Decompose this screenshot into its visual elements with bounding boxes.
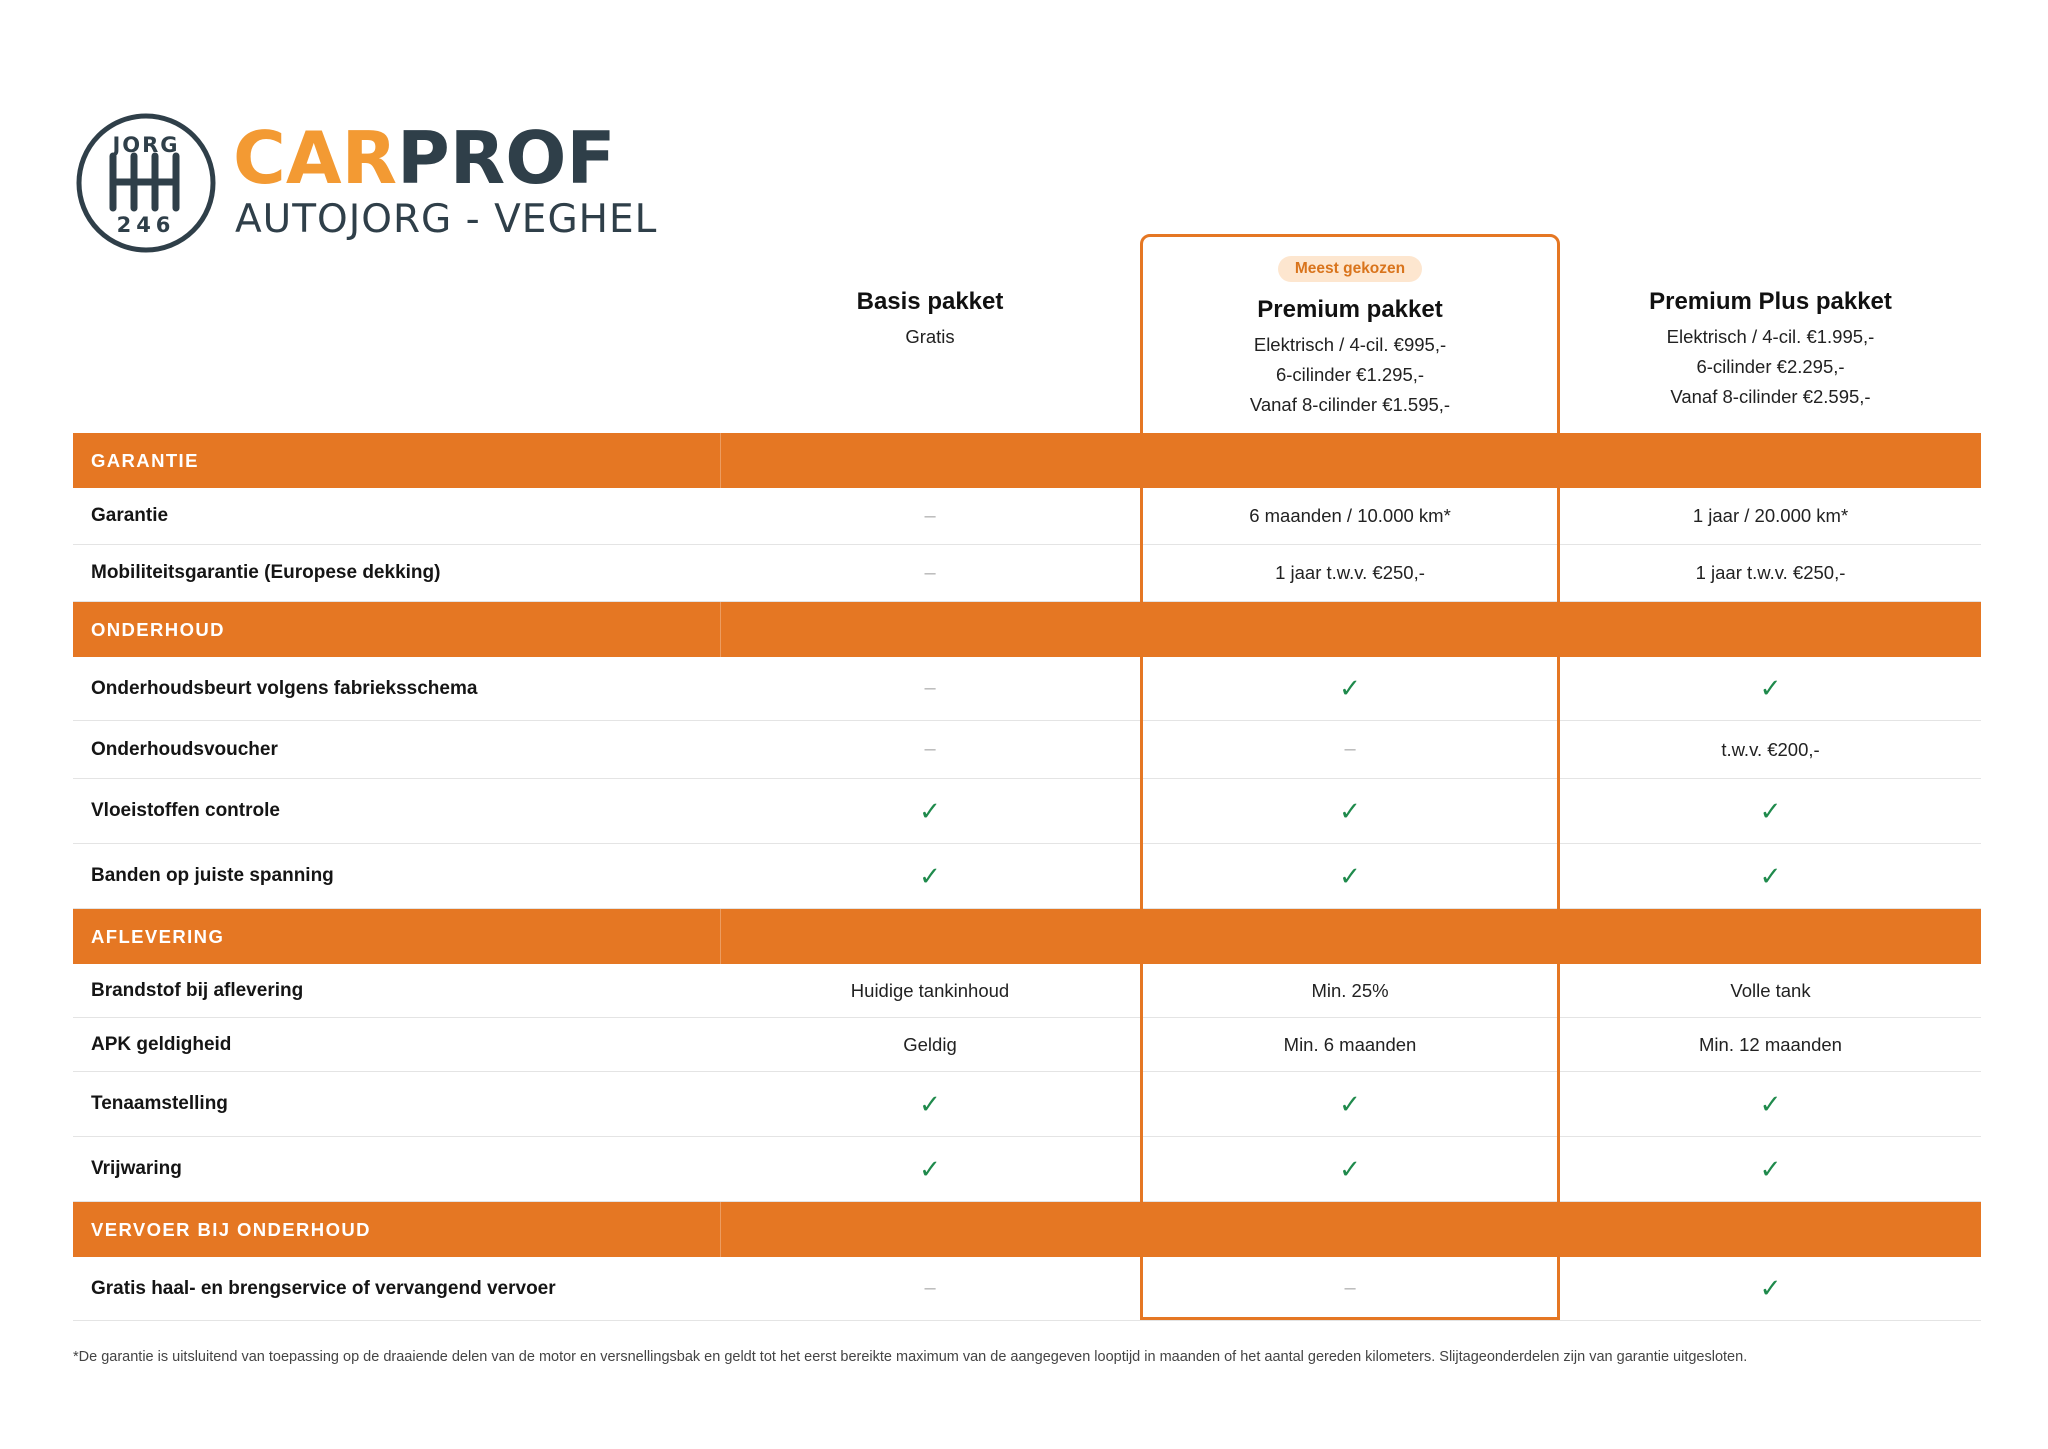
row-label: Vloeistoffen controle xyxy=(91,800,280,821)
badge-bottom-text: 246 xyxy=(116,213,176,237)
brand-name-car: CAR xyxy=(233,116,398,200)
check-icon: ✓ xyxy=(919,795,941,826)
cell-premium: Min. 25% xyxy=(1311,979,1389,1001)
check-icon: ✓ xyxy=(919,1153,941,1184)
dash-icon: – xyxy=(924,1277,936,1299)
table-row xyxy=(73,488,1981,545)
check-icon: ✓ xyxy=(1339,1088,1361,1119)
column-price-line: Gratis xyxy=(905,326,955,347)
section-divider xyxy=(720,433,721,488)
dash-icon: – xyxy=(924,738,936,760)
row-label: Mobiliteitsgarantie (Europese dekking) xyxy=(91,562,441,583)
cell-premium: 1 jaar t.w.v. €250,- xyxy=(1275,562,1425,583)
dash-icon: – xyxy=(1344,738,1356,760)
row-label: Tenaamstelling xyxy=(91,1093,228,1114)
cell-basis xyxy=(720,1072,1140,1136)
table-row xyxy=(73,721,1981,779)
column-price-line: 6-cilinder €2.295,- xyxy=(1696,356,1845,377)
row-label: Gratis haal- en brengservice of vervangend vervoer xyxy=(91,1277,556,1299)
dash-icon: – xyxy=(924,561,936,584)
column-price-line: Elektrisch / 4-cil. €995,- xyxy=(1253,334,1447,355)
section-header-garantie xyxy=(73,433,1981,488)
cell-basis xyxy=(720,1257,1140,1320)
brand-name xyxy=(233,116,616,200)
cell-premium xyxy=(1140,1257,1560,1320)
cell-premium: 6 maanden / 10.000 km* xyxy=(1249,505,1451,526)
cell-premium-plus xyxy=(1560,657,1981,720)
section-header-vervoer xyxy=(73,1202,1981,1257)
check-icon: ✓ xyxy=(919,1088,941,1119)
cell-premium-plus: 1 jaar t.w.v. €250,- xyxy=(1695,562,1846,583)
comparison-table xyxy=(73,433,1981,1321)
table-row xyxy=(73,1137,1981,1202)
row-label: Banden op juiste spanning xyxy=(91,865,334,886)
cell-basis xyxy=(720,657,1140,720)
table-row xyxy=(73,1018,1981,1072)
check-icon: ✓ xyxy=(1339,1153,1361,1184)
column-price-line: 6-cilinder €1.295,- xyxy=(1275,364,1425,385)
cell-premium-plus xyxy=(1560,779,1981,843)
cell-premium-plus xyxy=(1560,1257,1981,1320)
section-title: ONDERHOUD xyxy=(91,619,225,640)
cell-premium-plus xyxy=(1560,844,1981,908)
section-header-aflevering xyxy=(73,909,1981,964)
cell-premium-plus xyxy=(1560,1072,1981,1136)
column-title: Premium pakket xyxy=(1257,296,1443,323)
row-label: Brandstof bij aflevering xyxy=(91,979,304,1001)
table-row xyxy=(73,1072,1981,1137)
cell-basis xyxy=(720,488,1140,544)
cell-premium xyxy=(1140,657,1560,720)
cell-basis xyxy=(720,844,1140,908)
check-icon: ✓ xyxy=(1759,673,1782,703)
row-label: Vrijwaring xyxy=(91,1158,182,1179)
check-icon: ✓ xyxy=(1759,795,1782,826)
cell-premium xyxy=(1140,779,1560,843)
table-row xyxy=(73,964,1981,1018)
section-divider xyxy=(720,1202,721,1257)
row-label: Onderhoudsvoucher xyxy=(91,738,278,760)
dash-icon: – xyxy=(924,677,936,699)
cell-premium-plus xyxy=(1560,1137,1981,1201)
cell-premium-plus: t.w.v. €200,- xyxy=(1721,738,1820,760)
check-icon: ✓ xyxy=(1759,1153,1782,1184)
section-header-onderhoud xyxy=(73,602,1981,657)
column-header-basis xyxy=(720,288,1140,352)
cell-premium xyxy=(1140,1072,1560,1136)
check-icon: ✓ xyxy=(1759,1273,1782,1303)
section-title: VERVOER BIJ ONDERHOUD xyxy=(91,1219,371,1240)
section-divider xyxy=(720,602,721,657)
check-icon: ✓ xyxy=(1339,795,1361,826)
brand-subtitle: AUTOJORG - VEGHEL xyxy=(235,197,658,242)
cell-basis: Geldig xyxy=(903,1033,957,1055)
cell-premium-plus: Volle tank xyxy=(1730,979,1811,1001)
column-price-line: Elektrisch / 4-cil. €1.995,- xyxy=(1666,326,1875,347)
section-title: GARANTIE xyxy=(91,450,199,471)
cell-premium xyxy=(1140,1137,1560,1201)
row-label: Garantie xyxy=(91,505,169,526)
column-header-premium xyxy=(1140,256,1560,420)
column-price-line: Vanaf 8-cilinder €2.595,- xyxy=(1670,386,1871,407)
column-header-premium-plus xyxy=(1560,288,1981,412)
section-title: AFLEVERING xyxy=(91,926,225,947)
table-row xyxy=(73,657,1981,721)
check-icon: ✓ xyxy=(1759,860,1782,891)
row-label: Onderhoudsbeurt volgens fabrieksschema xyxy=(91,677,478,699)
cell-basis xyxy=(720,779,1140,843)
gear-shift-logo-icon xyxy=(75,112,217,254)
cell-premium xyxy=(1140,721,1560,778)
table-row xyxy=(73,1257,1981,1321)
dash-icon: – xyxy=(1344,1277,1356,1299)
cell-premium: Min. 6 maanden xyxy=(1283,1033,1417,1055)
section-divider xyxy=(720,909,721,964)
table-row xyxy=(73,545,1981,602)
footnote: *De garantie is uitsluitend van toepassing op de draaiende delen van de motor en versnellingsbak en geldt tot het eerst bereikte maximum van de aangegeven looptijd in maanden of het aantal gereden kilometers. Slijtageonderdelen zijn van garantie uitgesloten. xyxy=(73,1349,1748,1365)
check-icon: ✓ xyxy=(1339,673,1361,703)
check-icon: ✓ xyxy=(1759,1088,1782,1119)
most-chosen-badge: Meest gekozen xyxy=(1278,256,1422,282)
column-title: Premium Plus pakket xyxy=(1649,288,1892,315)
brand-name-prof: PROF xyxy=(397,116,616,200)
cell-premium-plus: Min. 12 maanden xyxy=(1699,1033,1842,1055)
check-icon: ✓ xyxy=(919,860,941,891)
badge-top-text: JORG xyxy=(112,133,180,157)
column-title: Basis pakket xyxy=(856,288,1004,315)
column-price-line: Vanaf 8-cilinder €1.595,- xyxy=(1249,394,1451,415)
dash-icon: – xyxy=(924,504,936,527)
cell-premium-plus: 1 jaar / 20.000 km* xyxy=(1692,505,1849,526)
table-row xyxy=(73,779,1981,844)
cell-premium xyxy=(1140,844,1560,908)
cell-basis xyxy=(720,721,1140,778)
row-label: APK geldigheid xyxy=(91,1033,232,1055)
logo xyxy=(75,112,658,254)
cell-basis xyxy=(720,1137,1140,1201)
check-icon: ✓ xyxy=(1339,860,1361,891)
cell-basis: Huidige tankinhoud xyxy=(850,979,1010,1001)
table-row xyxy=(73,844,1981,909)
cell-basis xyxy=(720,545,1140,601)
